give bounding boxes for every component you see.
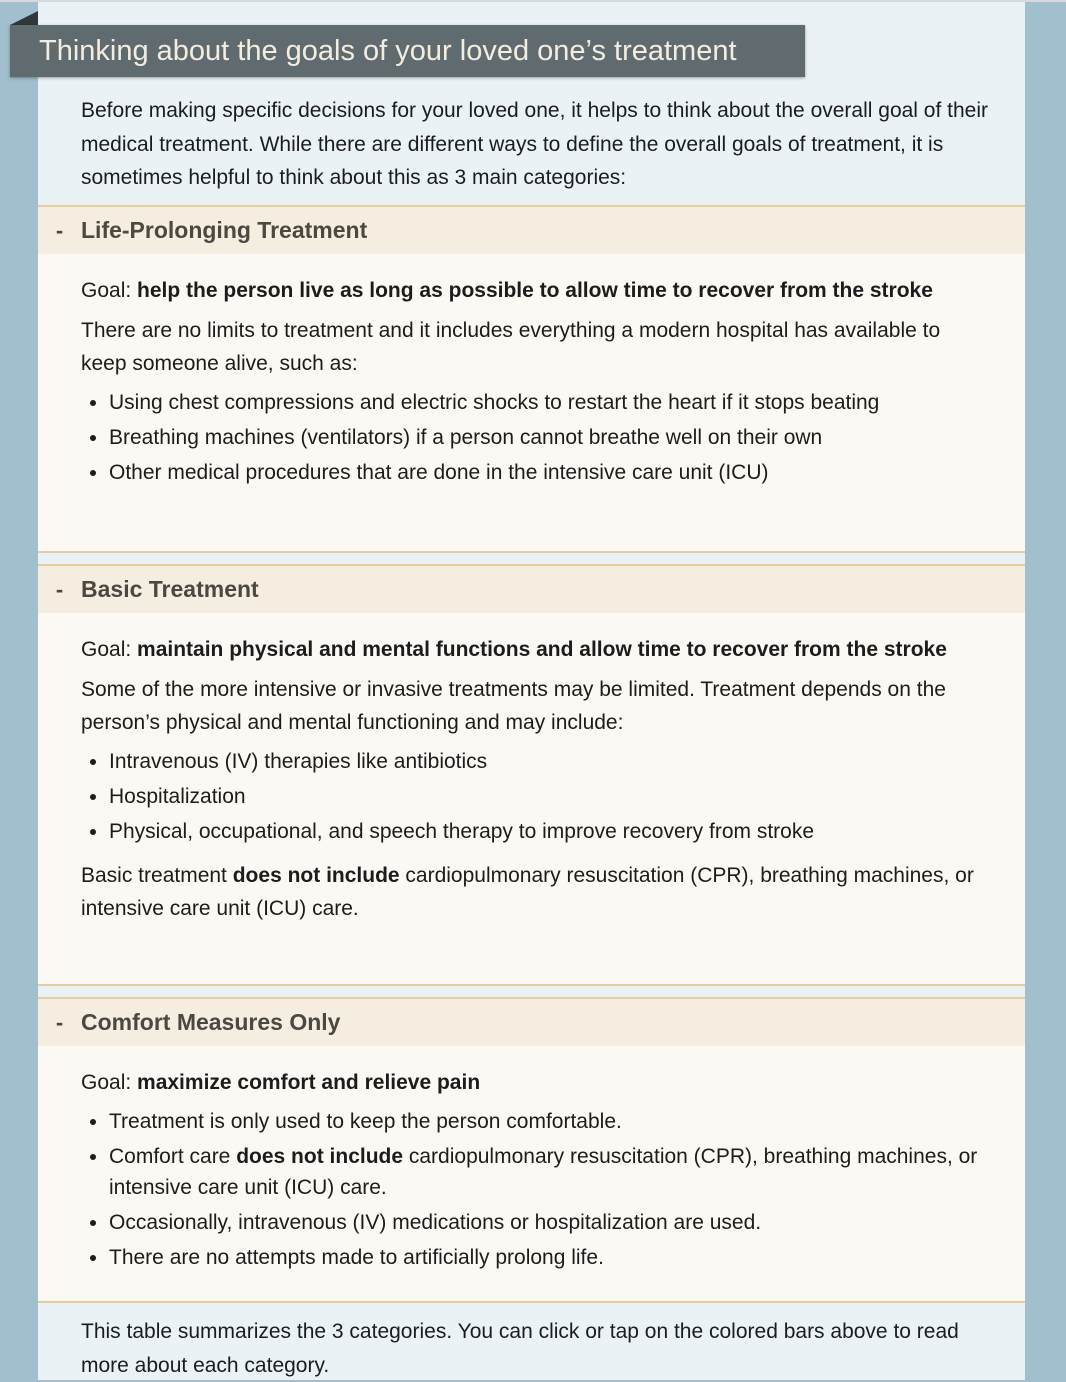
list-item: • Breathing machines (ventilators) if a person cannot breathe well on their own xyxy=(109,422,982,453)
goal-line xyxy=(81,1066,982,1100)
goal-text: maintain physical and mental functions and allow time to recover from the stroke xyxy=(137,638,947,661)
section-title: Life-Prolonging Treatment xyxy=(81,217,368,243)
bullet-list xyxy=(81,1106,982,1273)
goal-label: Goal: xyxy=(81,279,138,302)
summary-text: This table summarizes the 3 categories. You can click or tap on the colored bars above to read more about each category. xyxy=(81,1320,959,1377)
section-title: Basic Treatment xyxy=(81,576,259,602)
collapse-icon[interactable]: - xyxy=(55,1009,64,1035)
list-item: • Other medical procedures that are done in the intensive care unit (ICU) xyxy=(109,457,982,488)
goal-text: help the person live as long as possible to allow time to recover from the stroke xyxy=(137,279,933,302)
bullet-text: Comfort care xyxy=(109,1144,237,1168)
section-description: Some of the more intensive or invasive treatments may be limited. Treatment depends on the person’s physical and mental functioning and may include: xyxy=(81,677,946,734)
goal-label: Goal: xyxy=(81,1071,138,1094)
note-bold: does not include xyxy=(232,863,400,887)
section-divider xyxy=(38,1301,1025,1303)
section-header-comfort-measures[interactable] xyxy=(38,997,1025,1046)
page-title-banner xyxy=(10,25,805,77)
list-item xyxy=(109,1141,982,1203)
list-item: • Hospitalization xyxy=(109,781,982,812)
goal-line xyxy=(81,633,982,667)
page-title: Thinking about the goals of your loved one’s treatment xyxy=(39,35,737,67)
goal-label: Goal: xyxy=(81,638,138,661)
bullet-bold: does not include xyxy=(236,1144,404,1168)
bullet-text: cardiopulmonary resuscitation (CPR), breathing machines, or intensive care unit (ICU) care. xyxy=(109,1144,978,1199)
list-item: • Treatment is only used to keep the person comfortable. xyxy=(109,1106,982,1137)
section-life-prolonging xyxy=(38,205,1025,553)
section-header-life-prolonging[interactable] xyxy=(38,205,1025,254)
note-text: Basic treatment xyxy=(81,863,233,887)
section-title: Comfort Measures Only xyxy=(81,1009,341,1035)
goal-text: maximize comfort and relieve pain xyxy=(137,1071,481,1094)
list-item: • Using chest compressions and electric shocks to restart the heart if it stops beating xyxy=(109,387,982,418)
collapse-icon[interactable]: - xyxy=(55,576,64,602)
list-item: • Physical, occupational, and speech therapy to improve recovery from stroke xyxy=(109,816,982,847)
section-note xyxy=(81,859,982,926)
bullet-list xyxy=(81,387,982,488)
section-divider xyxy=(38,984,1025,986)
list-item: • Occasionally, intravenous (IV) medications or hospitalization are used. xyxy=(109,1207,982,1238)
list-item: • There are no attempts made to artificially prolong life. xyxy=(109,1242,982,1273)
section-header-basic-treatment[interactable] xyxy=(38,564,1025,613)
bullet-list xyxy=(81,746,982,847)
intro-text: Before making specific decisions for your loved one, it helps to think about the overall goal of their medical treatment. While there are different ways to define the overall goals of treatment, it is sometimes helpful to think about this as 3 main categories: xyxy=(81,99,989,189)
section-basic-treatment xyxy=(38,564,1025,986)
section-body xyxy=(38,613,1025,926)
list-item: • Intravenous (IV) therapies like antibiotics xyxy=(109,746,982,777)
section-body xyxy=(38,1046,1025,1273)
section-comfort-measures xyxy=(38,997,1025,1303)
goal-line xyxy=(81,274,982,308)
section-divider xyxy=(38,551,1025,553)
section-body xyxy=(38,254,1025,488)
collapse-icon[interactable]: - xyxy=(55,217,64,243)
banner-fold-decoration xyxy=(10,11,38,25)
note-text: cardiopulmonary resuscitation (CPR), breathing machines, or intensive care unit (ICU) care. xyxy=(81,863,974,920)
section-description: There are no limits to treatment and it includes everything a modern hospital has available to keep someone alive, such as: xyxy=(81,318,941,375)
